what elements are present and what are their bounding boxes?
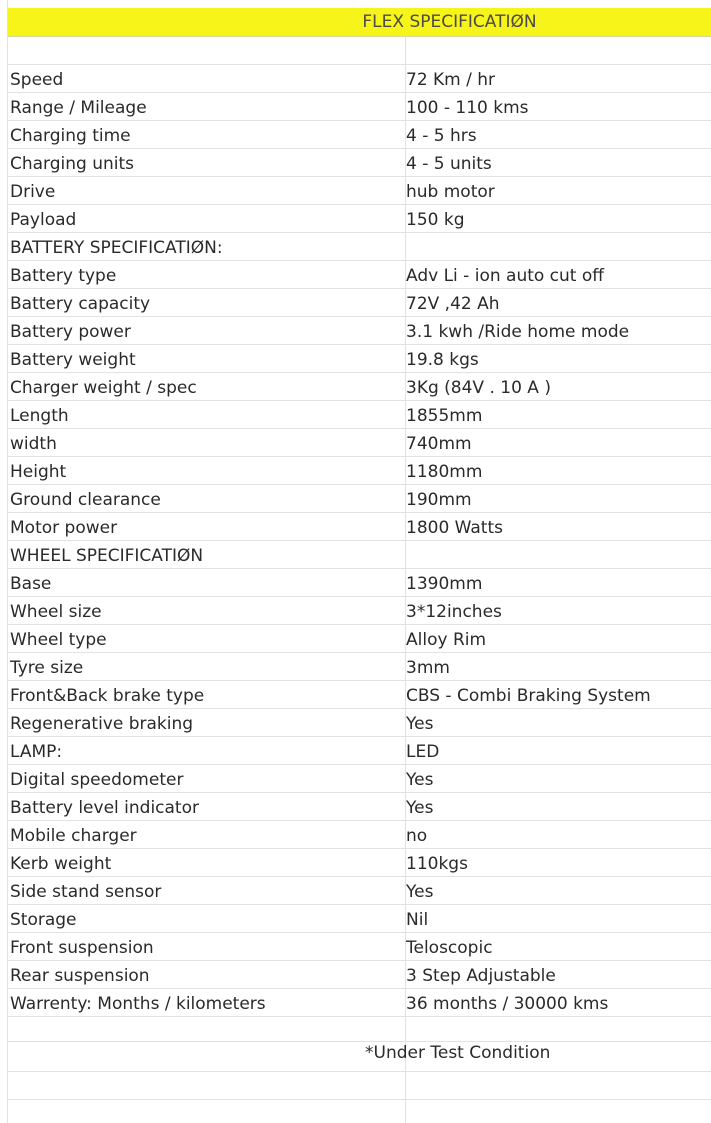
spec-value: 72 Km / hr: [406, 70, 496, 90]
empty-row: [8, 1071, 711, 1100]
spec-row: [8, 204, 711, 233]
spec-label: Payload: [10, 210, 77, 230]
spec-value: 3mm: [406, 658, 450, 678]
spec-value: 110kgs: [406, 854, 468, 874]
spec-value: 36 months / 30000 kms: [406, 994, 609, 1014]
spec-value: Yes: [406, 714, 434, 734]
spec-label: WHEEL SPECIFICATIØN: [10, 546, 204, 566]
empty-row: [8, 1013, 711, 1042]
spec-label: Battery capacity: [10, 294, 151, 314]
spec-label: Battery level indicator: [10, 798, 199, 818]
spec-value: CBS - Combi Braking System: [406, 686, 651, 706]
spec-row: [8, 316, 711, 345]
spec-label: Height: [10, 462, 67, 482]
spec-row: [8, 904, 711, 933]
spec-label: Kerb weight: [10, 854, 112, 874]
spec-row: [8, 64, 711, 93]
spec-label: width: [10, 434, 57, 454]
spec-label: BATTERY SPECIFICATIØN:: [10, 238, 223, 258]
spec-value: 740mm: [406, 434, 472, 454]
spec-value: 19.8 kgs: [406, 350, 479, 370]
spec-label: Ground clearance: [10, 490, 161, 510]
spec-value: Yes: [406, 798, 434, 818]
spec-row: [8, 428, 711, 457]
spec-label: Range / Mileage: [10, 98, 147, 118]
spec-value: no: [406, 826, 428, 846]
spec-row: [8, 680, 711, 709]
spec-label: Battery weight: [10, 350, 136, 370]
spec-value: 3*12inches: [406, 602, 502, 622]
spec-value: 1800 Watts: [406, 518, 503, 538]
spec-label: Side stand sensor: [10, 882, 162, 902]
spec-row: [8, 540, 711, 569]
spec-value: Teloscopic: [406, 938, 493, 958]
spec-label: Front suspension: [10, 938, 154, 958]
spec-value: Yes: [406, 882, 434, 902]
spec-label: Battery type: [10, 266, 117, 286]
spec-row: [8, 764, 711, 793]
spec-label: Mobile charger: [10, 826, 137, 846]
spec-row: [8, 652, 711, 681]
spec-row: [8, 624, 711, 653]
spec-label: Motor power: [10, 518, 118, 538]
spec-row: [8, 568, 711, 597]
spec-row: [8, 848, 711, 877]
spec-label: Wheel type: [10, 630, 107, 650]
spec-label: Drive: [10, 182, 56, 202]
spec-row: [8, 512, 711, 541]
title-bar: [8, 8, 711, 37]
spec-row: [8, 820, 711, 849]
spec-value: 3.1 kwh /Ride home mode: [406, 322, 630, 342]
spec-label: Wheel size: [10, 602, 102, 622]
spec-row: [8, 960, 711, 989]
spec-row: [8, 736, 711, 765]
spec-label: Base: [10, 574, 52, 594]
spec-label: Storage: [10, 910, 77, 930]
spec-value: 190mm: [406, 490, 472, 510]
spec-label: LAMP:: [10, 742, 63, 762]
spec-row: [8, 148, 711, 177]
spec-label: Rear suspension: [10, 966, 150, 986]
spec-label: Battery power: [10, 322, 131, 342]
spec-label: Front&Back brake type: [10, 686, 205, 706]
spec-label: Speed: [10, 70, 64, 90]
spec-row: [8, 400, 711, 429]
spec-value: 4 - 5 hrs: [406, 126, 477, 146]
empty-row: [8, 36, 711, 65]
spec-row: [8, 456, 711, 485]
spec-row: [8, 596, 711, 625]
spec-value: 4 - 5 units: [406, 154, 492, 174]
spec-value: 100 - 110 kms: [406, 98, 529, 118]
spec-label: Tyre size: [10, 658, 84, 678]
spec-value: Alloy Rim: [406, 630, 487, 650]
spec-row: [8, 708, 711, 737]
spec-value: Nil: [406, 910, 429, 930]
spec-label: Charging time: [10, 126, 131, 146]
spec-row: [8, 232, 711, 261]
spec-value: 1855mm: [406, 406, 483, 426]
spec-row: [8, 876, 711, 905]
spec-row: [8, 92, 711, 121]
spec-value: 3 Step Adjustable: [406, 966, 556, 986]
spec-value: 150 kg: [406, 210, 465, 230]
spec-label: Charger weight / spec: [10, 378, 197, 398]
spec-value: Yes: [406, 770, 434, 790]
spec-value: 3Kg (84V . 10 A ): [406, 378, 551, 398]
spec-row: [8, 484, 711, 513]
footnote: *Under Test Condition: [365, 1043, 551, 1063]
spec-value: hub motor: [406, 182, 495, 202]
spec-value: LED: [406, 742, 440, 762]
spec-value: 1180mm: [406, 462, 483, 482]
spec-label: Digital speedometer: [10, 770, 184, 790]
spec-row: [8, 372, 711, 401]
spec-label: Charging units: [10, 154, 135, 174]
spec-value: Adv Li - ion auto cut off: [406, 266, 604, 286]
spec-label: Regenerative braking: [10, 714, 194, 734]
spec-row: [8, 792, 711, 821]
spec-value: 1390mm: [406, 574, 483, 594]
spec-row: [8, 932, 711, 961]
spec-row: [8, 176, 711, 205]
spec-row: [8, 120, 711, 149]
spec-row: [8, 288, 711, 317]
spec-row: [8, 344, 711, 373]
footnote-row: [8, 1041, 711, 1072]
spec-row: [8, 260, 711, 289]
spec-label: Warrenty: Months / kilometers: [10, 994, 266, 1014]
sheet-title: FLEX SPECIFICATIØN: [362, 12, 537, 32]
spec-label: Length: [10, 406, 69, 426]
spec-value: 72V ,42 Ah: [406, 294, 500, 314]
